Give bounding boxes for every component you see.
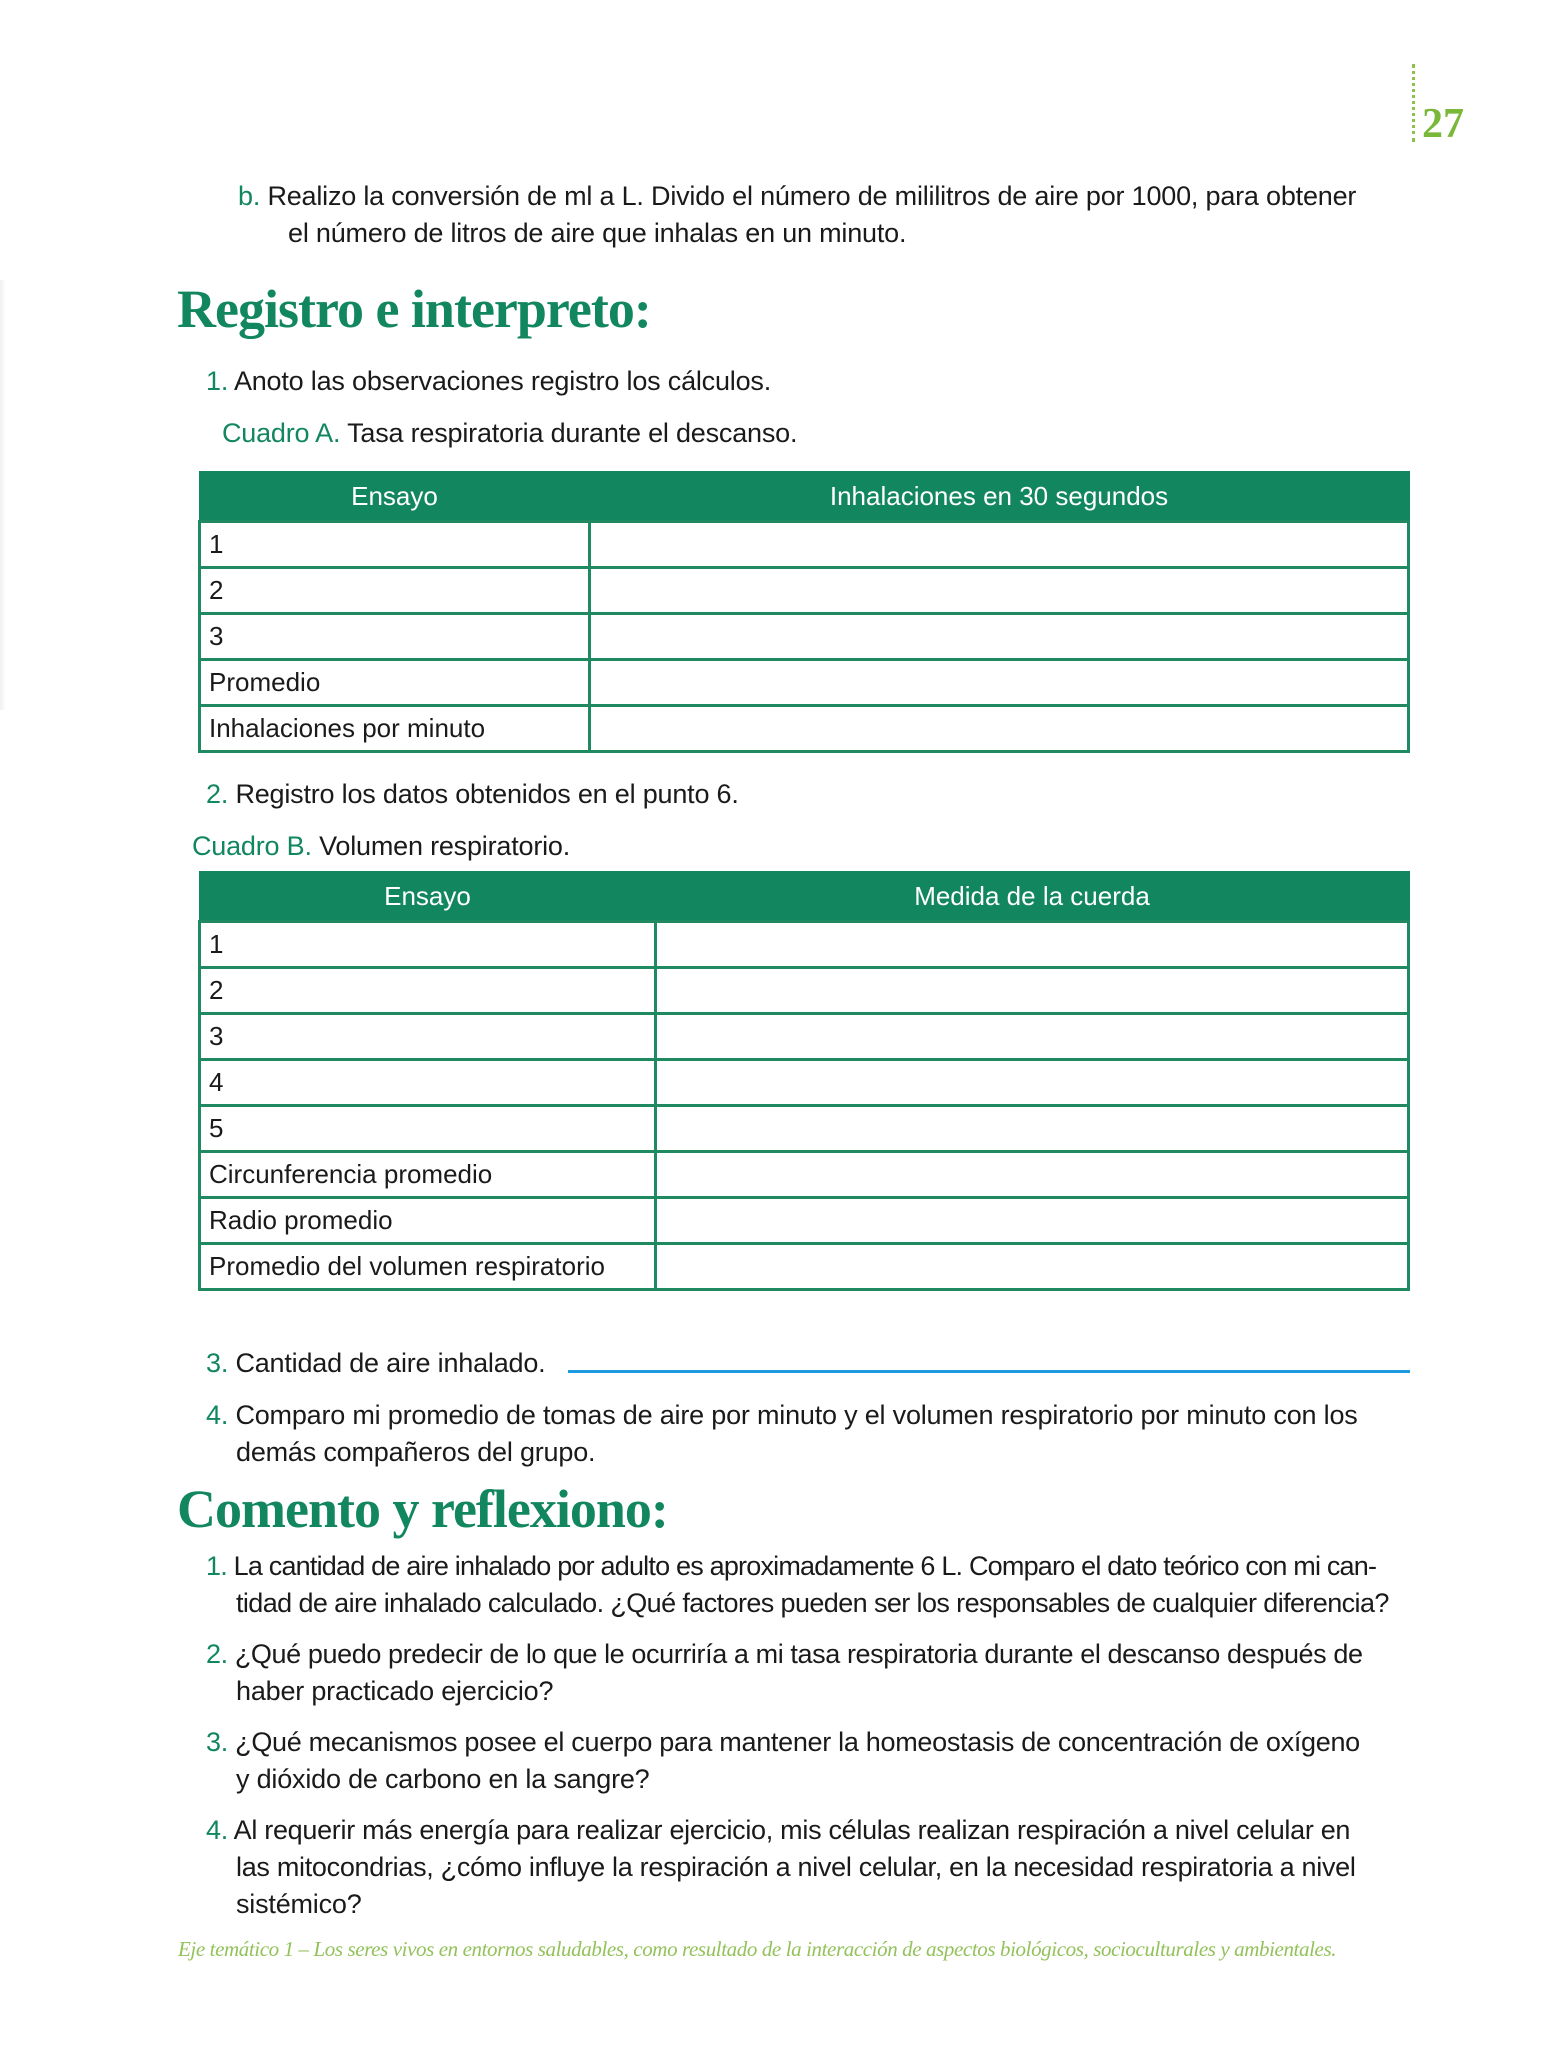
item-text: Registro los datos obtenidos en el punto 6. bbox=[235, 779, 739, 809]
table-a-caption bbox=[222, 415, 797, 452]
row-label: Circunferencia promedio bbox=[200, 1152, 656, 1198]
comento-item-4-line2: las mitocondrias, ¿cómo influye la respiración a nivel celular, en la necesidad respiratoria a nivel bbox=[236, 1852, 1356, 1882]
table-row bbox=[200, 660, 1409, 706]
page-edge-shadow bbox=[0, 280, 6, 710]
row-label: 5 bbox=[200, 1106, 656, 1152]
table-a-header-inhalaciones: Inhalaciones en 30 segundos bbox=[590, 472, 1409, 522]
table-row bbox=[200, 1060, 1409, 1106]
row-value-cell[interactable] bbox=[656, 1244, 1409, 1290]
table-a bbox=[198, 471, 1410, 753]
table-b-caption bbox=[192, 828, 570, 865]
item-text: Anoto las observaciones registro los cálculos. bbox=[233, 366, 772, 396]
row-value-cell[interactable] bbox=[656, 1106, 1409, 1152]
row-label: 4 bbox=[200, 1060, 656, 1106]
row-label: 2 bbox=[200, 568, 590, 614]
comento-item-1-line2: tidad de aire inhalado calculado. ¿Qué factores pueden ser los responsables de cualquier diferencia? bbox=[236, 1588, 1389, 1618]
item-marker: 2. bbox=[206, 1639, 228, 1669]
table-row bbox=[200, 706, 1409, 752]
table-b-header-medida: Medida de la cuerda bbox=[656, 872, 1409, 922]
row-label: 3 bbox=[200, 614, 590, 660]
item-text: ¿Qué mecanismos posee el cuerpo para mantener la homeostasis de concentración de oxígeno bbox=[235, 1727, 1360, 1757]
caption-label: Cuadro B. bbox=[192, 831, 312, 861]
table-row bbox=[200, 1152, 1409, 1198]
item-marker: 3. bbox=[206, 1348, 229, 1378]
table-a-header-ensayo: Ensayo bbox=[200, 472, 590, 522]
item-text: Comparo mi promedio de tomas de aire por minuto y el volumen respiratorio por minuto con los bbox=[235, 1400, 1358, 1430]
comento-item-4 bbox=[206, 1812, 1350, 1849]
row-label: Inhalaciones por minuto bbox=[200, 706, 590, 752]
table-b bbox=[198, 871, 1410, 1291]
table-row bbox=[200, 922, 1409, 968]
table-row bbox=[200, 522, 1409, 568]
table-row bbox=[200, 1014, 1409, 1060]
item-marker: 2. bbox=[206, 779, 229, 809]
row-label: 1 bbox=[200, 922, 656, 968]
row-value-cell[interactable] bbox=[656, 1014, 1409, 1060]
row-value-cell[interactable] bbox=[656, 1198, 1409, 1244]
table-row bbox=[200, 1198, 1409, 1244]
table-b-header-ensayo: Ensayo bbox=[200, 872, 656, 922]
row-value-cell[interactable] bbox=[590, 614, 1409, 660]
item-marker: 1. bbox=[206, 1551, 227, 1581]
page-number: 27 bbox=[1422, 101, 1464, 147]
row-label: Promedio bbox=[200, 660, 590, 706]
answer-line-cantidad-aire[interactable] bbox=[568, 1368, 1410, 1373]
row-label: Promedio del volumen respiratorio bbox=[200, 1244, 656, 1290]
item-marker: 4. bbox=[206, 1400, 229, 1430]
item-text: Cantidad de aire inhalado. bbox=[235, 1348, 546, 1378]
registro-item-4 bbox=[206, 1397, 1426, 1434]
item-text: Al requerir más energía para realizar ejercicio, mis células realizan respiración a nivel celular en bbox=[233, 1815, 1351, 1845]
item-text: ¿Qué puedo predecir de lo que le ocurriría a mi tasa respiratoria durante el descanso después de bbox=[234, 1639, 1363, 1669]
page-number-divider bbox=[1412, 64, 1415, 142]
row-label: Radio promedio bbox=[200, 1198, 656, 1244]
row-value-cell[interactable] bbox=[656, 968, 1409, 1014]
row-value-cell[interactable] bbox=[656, 1152, 1409, 1198]
table-row bbox=[200, 568, 1409, 614]
row-value-cell[interactable] bbox=[656, 1060, 1409, 1106]
section-heading-comento: Comento y reflexiono: bbox=[177, 1479, 668, 1539]
comento-item-1 bbox=[206, 1548, 1376, 1585]
table-row bbox=[200, 968, 1409, 1014]
item-text: La cantidad de aire inhalado por adulto es aproximadamente 6 L. Comparo el dato teórico con mi can- bbox=[233, 1551, 1377, 1581]
table-row bbox=[200, 1244, 1409, 1290]
footer-axis-text: Eje temático 1 – Los seres vivos en entornos saludables, como resultado de la interacción de aspectos biológicos, socioculturales y ambientales. bbox=[178, 1937, 1337, 1961]
item-marker: 3. bbox=[206, 1727, 228, 1757]
row-value-cell[interactable] bbox=[590, 660, 1409, 706]
row-value-cell[interactable] bbox=[590, 706, 1409, 752]
comento-item-2 bbox=[206, 1636, 1363, 1673]
step-b-line1: Realizo la conversión de ml a L. Divido el número de mililitros de aire por 1000, para obtener bbox=[267, 181, 1357, 211]
step-b bbox=[238, 178, 1418, 215]
table-row bbox=[200, 1106, 1409, 1152]
step-b-line2: el número de litros de aire que inhalas en un minuto. bbox=[288, 218, 907, 248]
row-label: 3 bbox=[200, 1014, 656, 1060]
comento-item-2-line2: haber practicado ejercicio? bbox=[236, 1676, 554, 1706]
registro-item-2 bbox=[206, 776, 739, 813]
caption-label: Cuadro A. bbox=[222, 418, 341, 448]
row-label: 1 bbox=[200, 522, 590, 568]
registro-item-1 bbox=[206, 363, 771, 400]
caption-text: Volumen respiratorio. bbox=[319, 831, 571, 861]
comento-item-3 bbox=[206, 1724, 1360, 1761]
comento-item-4-line3: sistémico? bbox=[236, 1889, 362, 1919]
step-b-marker: b. bbox=[238, 181, 261, 211]
registro-item-3 bbox=[206, 1345, 545, 1382]
row-value-cell[interactable] bbox=[590, 522, 1409, 568]
section-heading-registro: Registro e interpreto: bbox=[177, 279, 651, 339]
comento-item-3-line2: y dióxido de carbono en la sangre? bbox=[236, 1764, 650, 1794]
table-row bbox=[200, 614, 1409, 660]
caption-text: Tasa respiratoria durante el descanso. bbox=[347, 418, 798, 448]
item-marker: 1. bbox=[206, 366, 229, 396]
row-value-cell[interactable] bbox=[590, 568, 1409, 614]
registro-item-4-line2: demás compañeros del grupo. bbox=[236, 1437, 596, 1467]
row-label: 2 bbox=[200, 968, 656, 1014]
item-marker: 4. bbox=[206, 1815, 228, 1845]
row-value-cell[interactable] bbox=[656, 922, 1409, 968]
